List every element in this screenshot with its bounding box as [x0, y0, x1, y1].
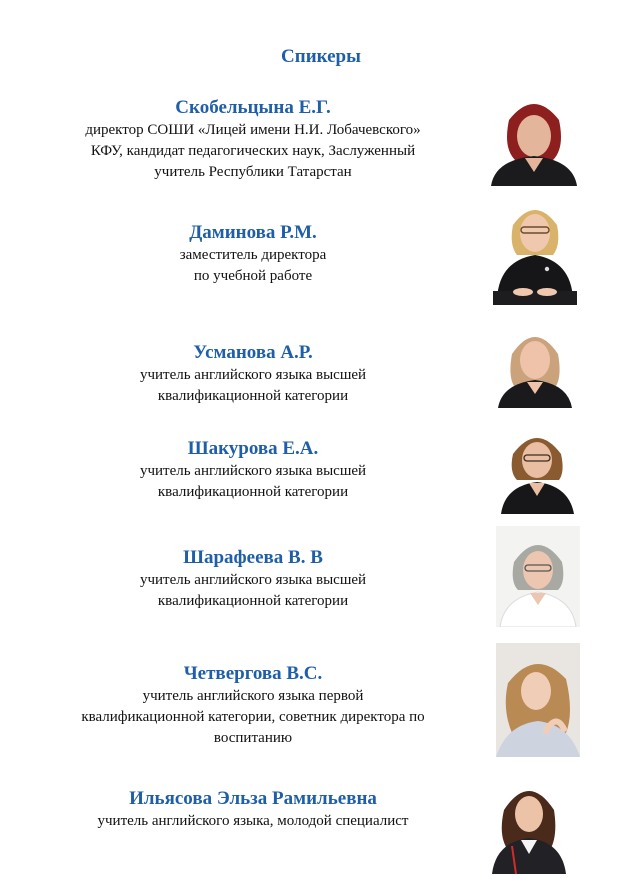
speaker-name: Ильясова Эльза Рамильевна: [129, 788, 377, 809]
speaker-role: [30, 570, 476, 612]
page-title: Спикеры: [281, 46, 361, 67]
speaker-photo: [491, 195, 579, 305]
role-line: воспитанию: [213, 730, 293, 746]
portrait-photo-icon: [491, 195, 579, 305]
speaker-block: [30, 96, 476, 183]
speaker-block: [30, 221, 476, 287]
speaker-photo: [487, 90, 581, 186]
speaker-block: [30, 546, 476, 612]
speaker-block: [30, 341, 476, 407]
speaker-block: [30, 437, 476, 503]
speaker-block: [30, 787, 476, 832]
speaker-role: [30, 461, 476, 503]
role-line: учитель английского языка высшей: [139, 572, 367, 588]
role-line: КФУ, кандидат педагогических наук, Заслуженный: [90, 143, 416, 159]
speaker-name: Четвергова В.С.: [183, 663, 323, 684]
speaker-name: Шарафеева В. В: [183, 547, 323, 568]
speaker-role: [30, 120, 476, 183]
speaker-photo: [496, 526, 580, 627]
speaker-name: Усманова А.Р.: [193, 342, 313, 363]
portrait-photo-icon: [487, 90, 581, 186]
speaker-photo: [490, 770, 568, 874]
speaker-role: [30, 811, 476, 832]
portrait-photo-icon: [490, 770, 568, 874]
role-line: по учебной работе: [193, 268, 313, 284]
role-line: заместитель директора: [179, 247, 327, 263]
speaker-role: [30, 686, 476, 749]
role-line: квалификационной категории: [157, 484, 349, 500]
role-line: квалификационной категории: [157, 388, 349, 404]
role-line: директор СОШИ «Лицей имени Н.И. Лобачевского»: [85, 122, 421, 138]
portrait-photo-icon: [496, 526, 580, 627]
speaker-photo: [496, 643, 580, 757]
role-line: учитель английского языка первой: [142, 688, 364, 704]
role-line: учитель английского языка, молодой специалист: [97, 813, 409, 829]
portrait-photo-icon: [496, 320, 574, 408]
role-line: квалификационной категории, советник директора по: [81, 709, 425, 725]
role-line: учитель английского языка высшей: [139, 367, 367, 383]
portrait-photo-icon: [496, 643, 580, 757]
speaker-role: [30, 245, 476, 287]
speaker-photo: [496, 320, 574, 408]
role-line: учитель Республики Татарстан: [154, 164, 352, 180]
role-line: квалификационной категории: [157, 593, 349, 609]
speaker-name: Шакурова Е.А.: [187, 438, 319, 459]
speaker-name: Даминова Р.М.: [189, 222, 317, 243]
speaker-photo: [499, 420, 576, 514]
speaker-name: Скобельцына Е.Г.: [175, 97, 331, 118]
role-line: учитель английского языка высшей: [139, 463, 367, 479]
speaker-role: [30, 365, 476, 407]
speaker-block: [30, 662, 476, 749]
portrait-photo-icon: [499, 420, 576, 514]
